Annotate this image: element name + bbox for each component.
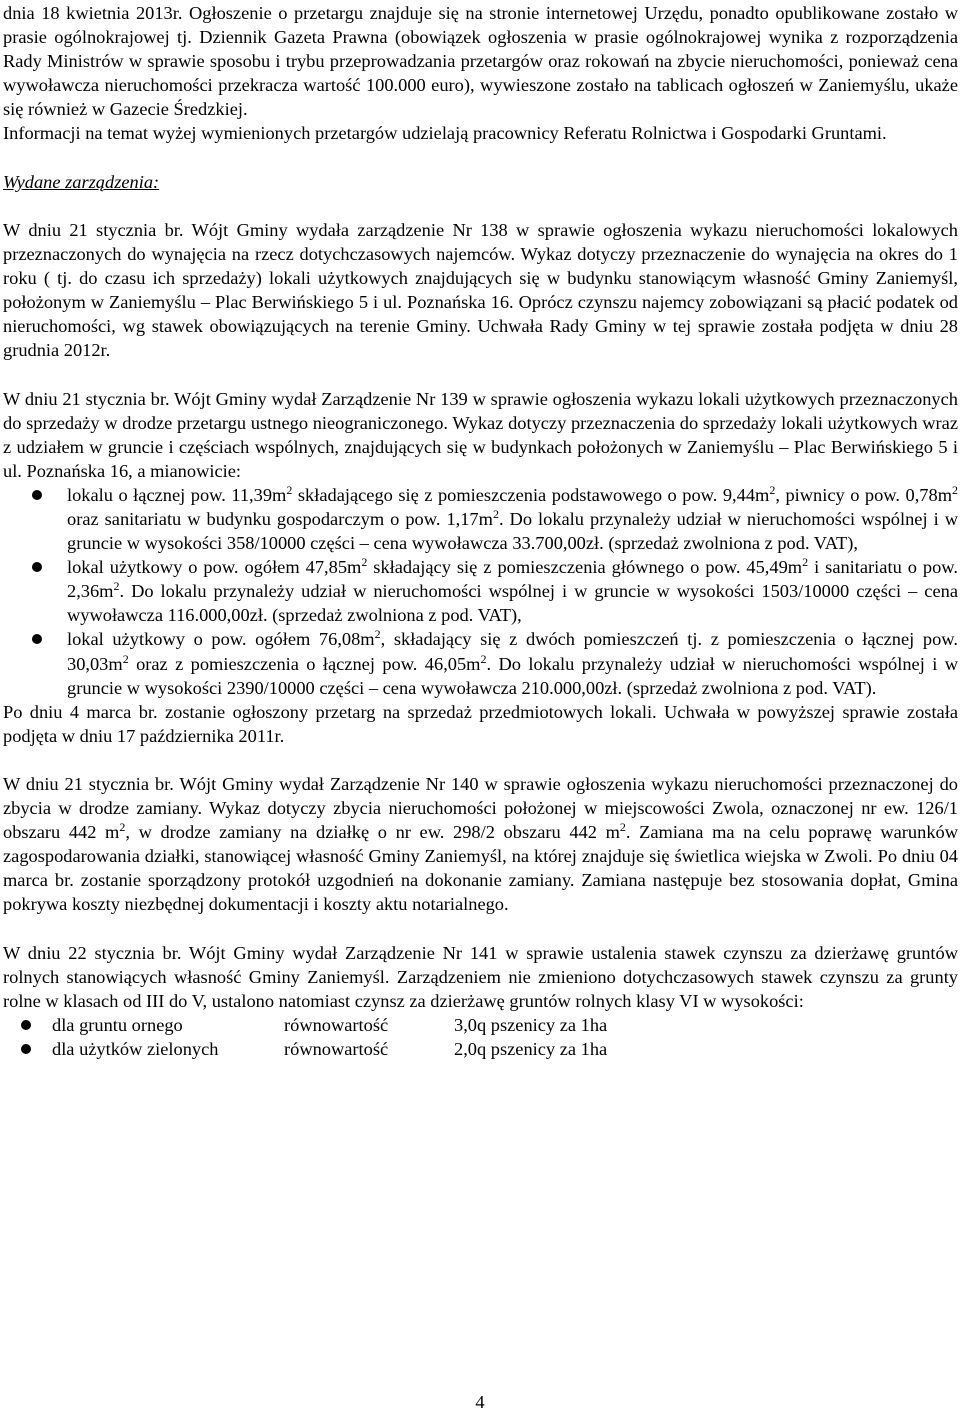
lokale-list [3,483,958,700]
intro-paragraph: dnia 18 kwietnia 2013r. Ogłoszenie o przetargu znajduje się na stronie internetowej Urzędu, ponadto opublikowane zostało w prasie ogólnokrajowej tj. Dziennik Gazeta Prawna (obowiązek ogłoszenia w prasie ogólnokrajowej wynika z rozporządzenia Rady Ministrów w sprawie sposobu i trybu przeprowadzania przetargów oraz rokowań na zbycie nieruchomości, ponieważ cena wywoławcza nieruchomości przekracza wartość 100.000 euro), wywieszone zostało na tablicach ogłoszeń w Zaniemyślu, ukaże się również w Gazecie Średzkiej. [3,3,958,120]
list-item: lokal użytkowy o pow. ogółem $47,85m^2$ składający się z pomieszczenia głównego o pow. $45,49m^2$ i sanitariatu o pow. $2,36m^2$. Do lokalu przynależy udział w nieruchomości wspólnej i w gruncie w wysokości 1503/10000 części – cena wywoławcza 116.000,00zł. (sprzedaż zwolniona z pod. VAT), [3,555,958,627]
zarzadzenie-138: W dniu 21 stycznia br. Wójt Gminy wydała zarządzenie Nr 138 w sprawie ogłoszenia wykazu nieruchomości lokalowych przeznaczonych do wynajęcia na rzecz dotychczasowych najemców. Wykaz dotyczy przeznaczenie do wynajęcia na okres do 1 roku ( tj. do czasu ich sprzedaży) lokali użytkowych znajdujących się w budynku stanowiącym własność Gminy Zaniemyśl, położonym w Zaniemyślu – Plac Berwińskiego 5 i ul. Poznańska 16. Oprócz czynszu najemcy zobowiązani są płacić podatek od nieruchomości, wg stawek obowiązujących na terenie Gminy. Uchwała Rady Gminy w tej sprawie została podjęta w dniu 28 grudnia 2012r. [3,219,958,361]
section-heading: Wydane zarządzenia: [3,171,160,192]
info-paragraph: Informacji na temat wyżej wymienionych przetargów udzielają pracownicy Referatu Rolnictwa i Gospodarki Gruntami. [3,123,887,144]
list-item: dla gruntu ornego równowartość 3,0q pszenicy za 1ha [3,1013,958,1037]
zarzadzenie-139-intro: W dniu 21 stycznia br. Wójt Gminy wydał Zarządzenie Nr 139 w sprawie ogłoszenia wykazu lokali użytkowych przeznaczonych do sprzedaży w drodze przetargu ustnego nieograniczonego. Wykaz dotyczy przeznaczenia do sprzedaży lokali użytkowych wraz z udziałem w gruncie i częściach wspólnych, znajdujących się w budynkach położonych w Zaniemyślu – Plac Berwińskiego 5 i ul. Poznańska 16, a mianowicie: [3,388,958,481]
document-page [3,1,958,1061]
page-number: 4 [475,1392,485,1412]
zarzadzenie-139-outro: Po dniu 4 marca br. zostanie ogłoszony przetarg na sprzedaż przedmiotowych lokali. Uchwała w powyższej sprawie została podjęta w dniu 17 października 2011r. [3,701,958,746]
list-item: lokalu o łącznej pow. $11,39m^2$ składającego się z pomieszczenia podstawowego o pow. $9,44m^2$, piwnicy o pow. $0,78m^2$ oraz sanitariatu w budynku gospodarczym o pow. $1,17m^2$. Do lokalu przynależy udział w nieruchomości wspólnej i w gruncie w wysokości 358/10000 części – cena wywoławcza 33.700,00zł. (sprzedaż zwolniona z pod. VAT), [3,483,958,555]
stawki-list [3,1013,958,1061]
list-item: dla użytków zielonych równowartość 2,0q pszenicy za 1ha [3,1037,958,1061]
list-item: lokal użytkowy o pow. ogółem $76,08m^2$, składający się z dwóch pomieszczeń tj. z pomieszczenia o łącznej pow. $30,03m^2$ oraz z pomieszczenia o łącznej pow. $46,05m^2$. Do lokalu przynależy udział w nieruchomości wspólnej i w gruncie w wysokości 2390/10000 części – cena wywoławcza 210.000,00zł. (sprzedaż zwolniona z pod. VAT). [3,627,958,699]
zarzadzenie-141-intro: W dniu 22 stycznia br. Wójt Gminy wydał Zarządzenie Nr 141 w sprawie ustalenia stawek czynszu za dzierżawę gruntów rolnych stanowiących własność Gminy Zaniemyśl. Zarządzeniem nie zmieniono dotychczasowych stawek czynszu za grunty rolne w klasach od III do V, ustalono natomiast czynsz za dzierżawę gruntów rolnych klasy VI w wysokości: [3,942,958,1011]
zarzadzenie-140: W dniu 21 stycznia br. Wójt Gminy wydał Zarządzenie Nr 140 w sprawie ogłoszenia wykazu nieruchomości przeznaczonej do zbycia w drodze zamiany. Wykaz dotyczy zbycia nieruchomości położonej w miejscowości Zwola, oznaczonej nr ew. 126/1 obszaru 442 $m^2$, w drodze zamiany na działkę o nr ew. 298/2 obszaru 442 $m^2$. Zamiana ma na celu poprawę warunków zagospodarowania działki, stanowiącej własność Gminy Zaniemyśl, na której znajduje się świetlica wiejska w Zwoli. Po dniu 04 marca br. zostanie sporządzony protokół uzgodnień na dokonanie zamiany. Zamiana następuje bez stosowania dopłat, Gmina pokrywa koszty niezbędnej dokumentacji i koszty aktu notarialnego. [3,774,958,915]
